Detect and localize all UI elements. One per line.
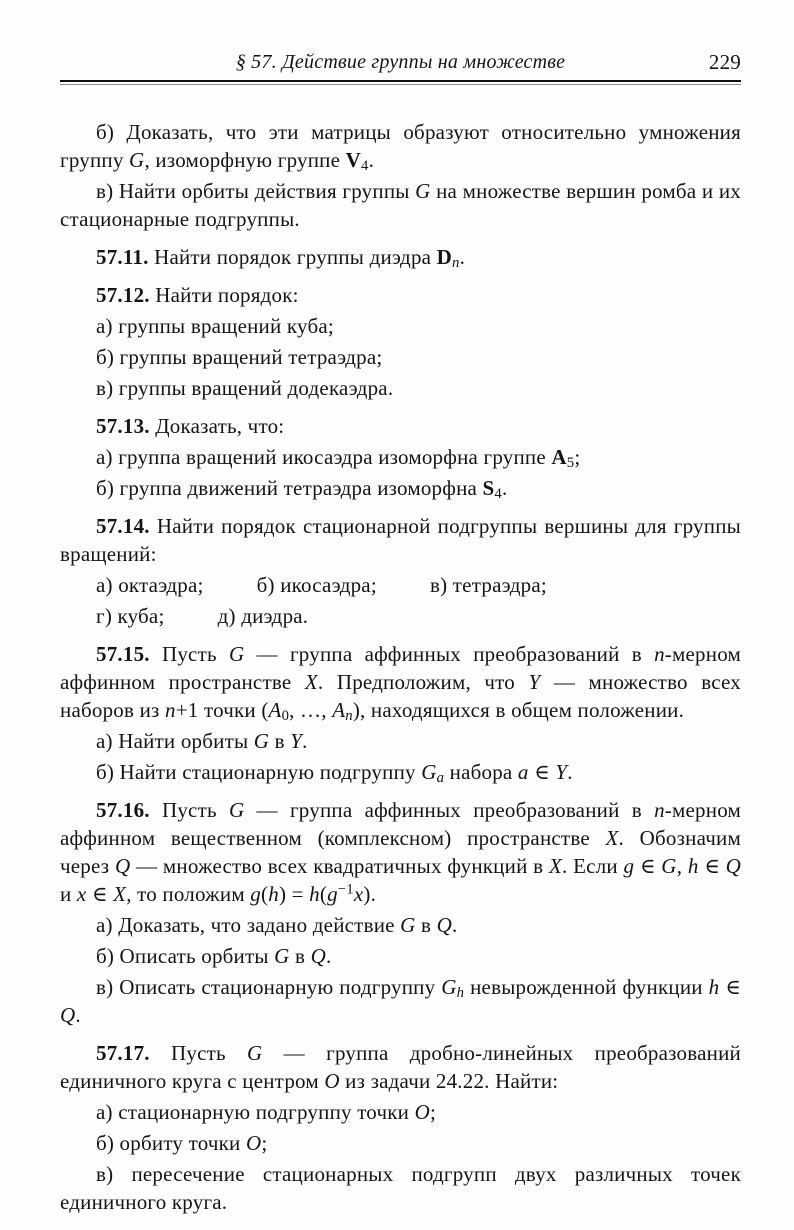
text-paragraph	[60, 602, 741, 630]
text-run: x	[76, 882, 87, 906]
text-run: а) группа вращений икосаэдра изоморфна группе	[96, 445, 552, 469]
text-run: G	[228, 798, 245, 822]
text-run: g	[250, 882, 261, 906]
text-run: h	[268, 882, 279, 906]
text-paragraph	[60, 1129, 741, 1157]
text-run: б) группы вращений тетраэдра;	[96, 345, 383, 369]
text-run: ;	[261, 1131, 268, 1155]
text-run: x	[353, 882, 364, 906]
text-run: ∈	[86, 882, 114, 906]
text-run: 57.12.	[96, 283, 150, 307]
text-run: G	[274, 944, 290, 968]
text-run: в) Описать стационарную подгруппу	[96, 975, 442, 999]
text-run: O	[245, 1131, 262, 1155]
text-run: X	[304, 670, 318, 694]
text-run: , то положим	[126, 882, 251, 906]
text-paragraph	[60, 758, 741, 786]
text-run: +1 точки (	[175, 698, 269, 722]
text-run: . Если	[562, 854, 624, 878]
text-run: O	[414, 1100, 430, 1124]
text-run: ∈	[634, 854, 662, 878]
problem-paragraph	[60, 243, 741, 271]
text-run: . Обозначим через	[60, 826, 741, 878]
text-run: на множестве вершин ромба и их стационарные подгруппы.	[60, 179, 741, 231]
text-run: и	[60, 882, 77, 906]
text-run: ;	[429, 1100, 436, 1124]
text-run: 57.13.	[96, 414, 150, 438]
text-run: в	[289, 944, 311, 968]
text-paragraph	[60, 911, 741, 939]
text-run: .	[451, 913, 458, 937]
text-paragraph	[60, 571, 741, 599]
text-run: n	[345, 708, 353, 725]
text-run: — группа аффинных преобразований в	[244, 642, 655, 666]
text-run: Найти порядок группы диэдра	[148, 245, 437, 269]
text-run: a	[436, 770, 445, 787]
text-run: 57.14.	[96, 514, 150, 538]
text-run: (	[261, 882, 269, 906]
text-run: Q	[310, 944, 326, 968]
text-run: X	[605, 826, 619, 850]
text-run: ∈	[719, 975, 741, 999]
text-run: невырожденной функции	[464, 975, 709, 999]
text-paragraph	[60, 727, 741, 755]
text-run: a	[517, 760, 529, 784]
text-run: б) орбиту точки	[96, 1131, 246, 1155]
text-run: ), находящихся в общем положении.	[352, 698, 685, 722]
text-run: — группа дробно-линейных преобразований единичного круга с центром	[60, 1041, 741, 1093]
text-run: 57.17.	[96, 1041, 150, 1065]
text-run: n	[452, 255, 460, 272]
text-run: G	[400, 913, 416, 937]
text-run: (	[319, 882, 328, 906]
text-run: h	[456, 985, 465, 1002]
text-paragraph	[60, 973, 741, 1029]
text-run: Q	[60, 1003, 76, 1027]
text-run: 57.15.	[96, 642, 150, 666]
text-run: а) группы вращений куба;	[96, 314, 334, 338]
text-run: Y	[528, 670, 541, 694]
text-run: 0	[281, 708, 290, 725]
text-run: Y	[290, 729, 303, 753]
text-run: Пусть	[149, 642, 229, 666]
text-run: .	[326, 944, 332, 968]
text-paragraph	[60, 312, 741, 340]
text-run: Доказать, что:	[149, 414, 285, 438]
text-run: Пусть	[149, 798, 229, 822]
text-run: б) Доказать, что эти матрицы образуют относительно умножения группу	[60, 120, 741, 172]
problem-paragraph	[60, 1039, 741, 1095]
problem-paragraph	[60, 796, 741, 908]
problem-paragraph	[60, 281, 741, 309]
text-run: , …,	[289, 698, 333, 722]
text-run: Q	[114, 854, 131, 878]
text-run: .	[459, 245, 466, 269]
text-run: Пусть	[149, 1041, 248, 1065]
text-run: в	[269, 729, 291, 753]
text-run: .	[501, 476, 508, 500]
text-run: G	[441, 975, 457, 999]
text-run: G	[253, 729, 270, 753]
text-run: g	[623, 854, 635, 878]
text-paragraph	[60, 443, 741, 471]
text-run: в) группы вращений додекаэдра.	[96, 376, 394, 400]
text-run: -мерном аффинном пространстве	[60, 642, 741, 694]
text-run: б) Описать орбиты	[96, 944, 275, 968]
text-paragraph	[60, 474, 741, 502]
text-run: S	[482, 476, 495, 500]
text-run: а) стационарную подгруппу точки	[96, 1100, 415, 1124]
text-run: n	[654, 798, 665, 822]
text-run: .	[567, 760, 573, 784]
text-run: из задачи 24.22. Найти:	[339, 1069, 559, 1093]
text-run: Найти порядок стационарной подгруппы вершины для группы вращений:	[60, 514, 741, 566]
text-run: A	[268, 698, 282, 722]
text-run: h	[309, 882, 320, 906]
text-run: а) Доказать, что задано действие	[96, 913, 401, 937]
text-run: .	[302, 729, 308, 753]
text-run: n	[654, 642, 665, 666]
text-run: — множество всех наборов из	[60, 670, 741, 722]
text-run: A	[551, 445, 567, 469]
text-run: 4	[494, 486, 502, 503]
text-run: б) Найти стационарную подгруппу	[96, 760, 422, 784]
text-run: набора	[444, 760, 518, 784]
section-title: § 57. Действие группы на множестве	[235, 51, 566, 73]
text-run: 4	[361, 158, 369, 175]
text-run: D	[436, 245, 453, 269]
text-paragraph	[60, 1160, 741, 1216]
text-paragraph	[60, 118, 741, 174]
text-run: г) куба; д) диэдра.	[96, 604, 309, 628]
text-paragraph	[60, 343, 741, 371]
text-run: X	[548, 854, 563, 878]
text-run: Найти порядок:	[149, 283, 299, 307]
text-run: G	[661, 854, 677, 878]
text-run: A	[332, 698, 346, 722]
text-run: X	[113, 882, 127, 906]
text-paragraph	[60, 177, 741, 233]
text-run: h	[687, 854, 699, 878]
text-run: O	[324, 1069, 340, 1093]
text-run: 57.16.	[96, 798, 150, 822]
text-run: Q	[725, 854, 741, 878]
text-run: — группа аффинных преобразований в	[244, 798, 655, 822]
text-run: h	[708, 975, 720, 999]
text-run: б) группа движений тетраэдра изоморфна	[96, 476, 483, 500]
text-run: V	[345, 148, 361, 172]
text-run: . Предположим, что	[317, 670, 529, 694]
text-run: g	[327, 882, 338, 906]
text-run: — множество всех квадратичных функций в	[130, 854, 549, 878]
text-run: Y	[555, 760, 568, 784]
text-paragraph	[60, 374, 741, 402]
text-run: .	[368, 148, 375, 172]
text-run: G	[129, 148, 145, 172]
text-run: G	[228, 642, 245, 666]
problem-paragraph	[60, 640, 741, 724]
text-run: G	[415, 179, 431, 203]
problem-paragraph	[60, 412, 741, 440]
text-run: ∈	[528, 760, 556, 784]
page-number: 229	[708, 50, 741, 74]
text-paragraph	[60, 942, 741, 970]
text-run: 57.11.	[96, 245, 149, 269]
text-run: ) =	[278, 882, 310, 906]
text-run: ).	[363, 882, 377, 906]
text-run: а) октаэдра; б) икосаэдра; в) тетраэдра;	[96, 573, 547, 597]
text-run: G	[247, 1041, 263, 1065]
text-run: в) пересечение стационарных подгрупп двух различных точек единичного круга.	[60, 1162, 741, 1214]
text-run: в) Найти орбиты действия группы	[96, 179, 416, 203]
text-run: а) Найти орбиты	[96, 729, 254, 753]
text-run: ,	[676, 854, 688, 878]
text-run: , изоморфную группе	[144, 148, 346, 172]
text-run: в	[415, 913, 437, 937]
text-run: .	[75, 1003, 81, 1027]
text-run: -мерном аффинном вещественном (комплексном) пространстве	[60, 798, 741, 850]
text-paragraph	[60, 1098, 741, 1126]
text-run: ;	[574, 445, 581, 469]
text-run: 5	[566, 455, 575, 472]
problem-paragraph	[60, 512, 741, 568]
text-run: −1	[337, 881, 354, 898]
text-run: G	[421, 760, 437, 784]
page-body	[60, 118, 741, 1216]
page-header	[60, 50, 741, 74]
text-run: n	[165, 698, 176, 722]
text-run: Q	[436, 913, 452, 937]
header-rule	[60, 80, 741, 85]
text-run: ∈	[698, 854, 726, 878]
